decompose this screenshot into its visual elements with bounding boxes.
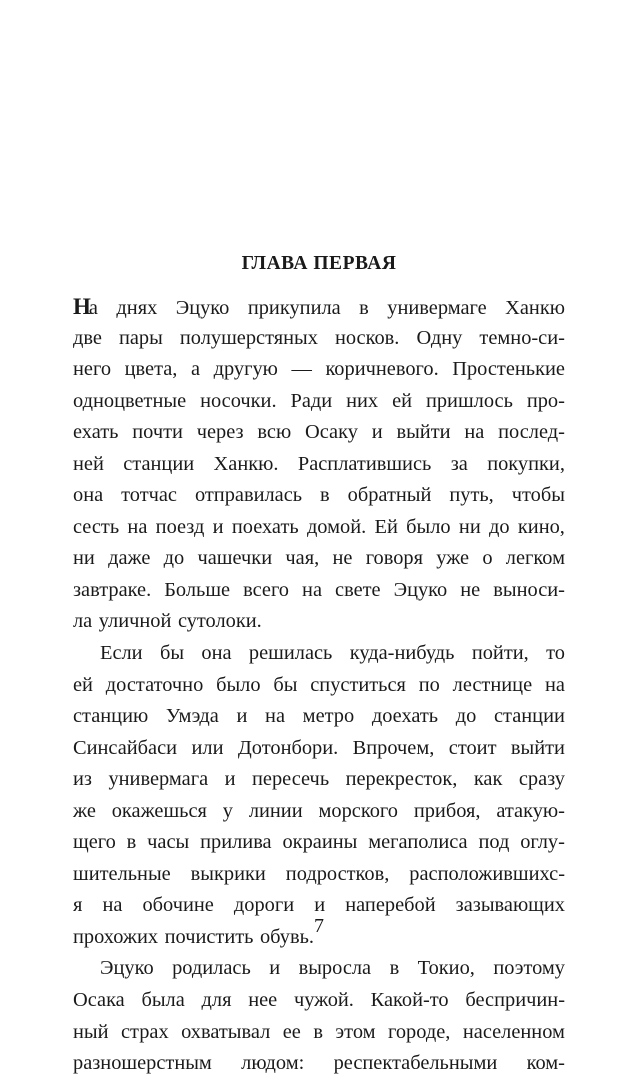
text-line: станцию Умэда и на метро доехать до станции <box>73 705 565 728</box>
drop-cap: Н <box>73 294 91 319</box>
text-line: я на обочине дороги и наперебой зазывающих <box>73 894 565 917</box>
text-line: прохожих почистить обувь. <box>73 925 314 948</box>
text-line: разношерстным людом: респектабельными ком- <box>73 1052 565 1075</box>
text-line: щего в часы прилива окраины мегаполиса под оглу- <box>73 831 565 854</box>
text-line: ный страх охватывал ее в этом городе, населенном <box>73 1020 565 1043</box>
text-line: сесть на поезд и поехать домой. Ей было ни до кино, <box>73 515 565 538</box>
text-line: него цвета, а другую — коричневого. Простенькие <box>73 358 565 381</box>
text-line: Эцуко родилась и выросла в Токио, поэтому <box>100 957 565 980</box>
chapter-title: ГЛАВА ПЕРВАЯ <box>241 253 397 274</box>
body-text <box>73 291 565 1080</box>
text-line: На днях Эцуко прикупила в универмаге Ханкю <box>73 291 565 323</box>
page-number: 7 <box>314 915 324 937</box>
text-line: одноцветные носочки. Ради них ей пришлось про- <box>73 389 565 412</box>
text-line: шительные выкрики подростков, расположившихс- <box>73 862 565 885</box>
text-line: она тотчас отправилась в обратный путь, чтобы <box>73 484 565 507</box>
first-word: На <box>73 294 98 319</box>
text-line: же окажешься у линии морского прибоя, атакую- <box>73 799 565 822</box>
text-line: из универмага и пересечь перекресток, как сразу <box>73 768 565 791</box>
text-line: завтраке. Больше всего на свете Эцуко не выноси- <box>73 578 565 601</box>
text-line: ни даже до чашечки чая, не говоря уже о легком <box>73 547 565 570</box>
text-line: Если бы она решилась куда-нибудь пойти, то <box>100 642 565 665</box>
text-line: две пары полушерстяных носков. Одну темно-си- <box>73 326 565 349</box>
text-line: ней станции Ханкю. Расплатившись за покупки, <box>73 452 565 475</box>
text-line: ей достаточно было бы спуститься по лестнице на <box>73 673 565 696</box>
text-line: Синсайбаси или Дотонбори. Впрочем, стоит выйти <box>73 736 565 759</box>
text-line: ехать почти через всю Осаку и выйти на послед- <box>73 421 565 444</box>
text-line: ла уличной сутолоки. <box>73 610 262 633</box>
text-line: Осака была для нее чужой. Какой-то беспричин- <box>73 989 565 1012</box>
